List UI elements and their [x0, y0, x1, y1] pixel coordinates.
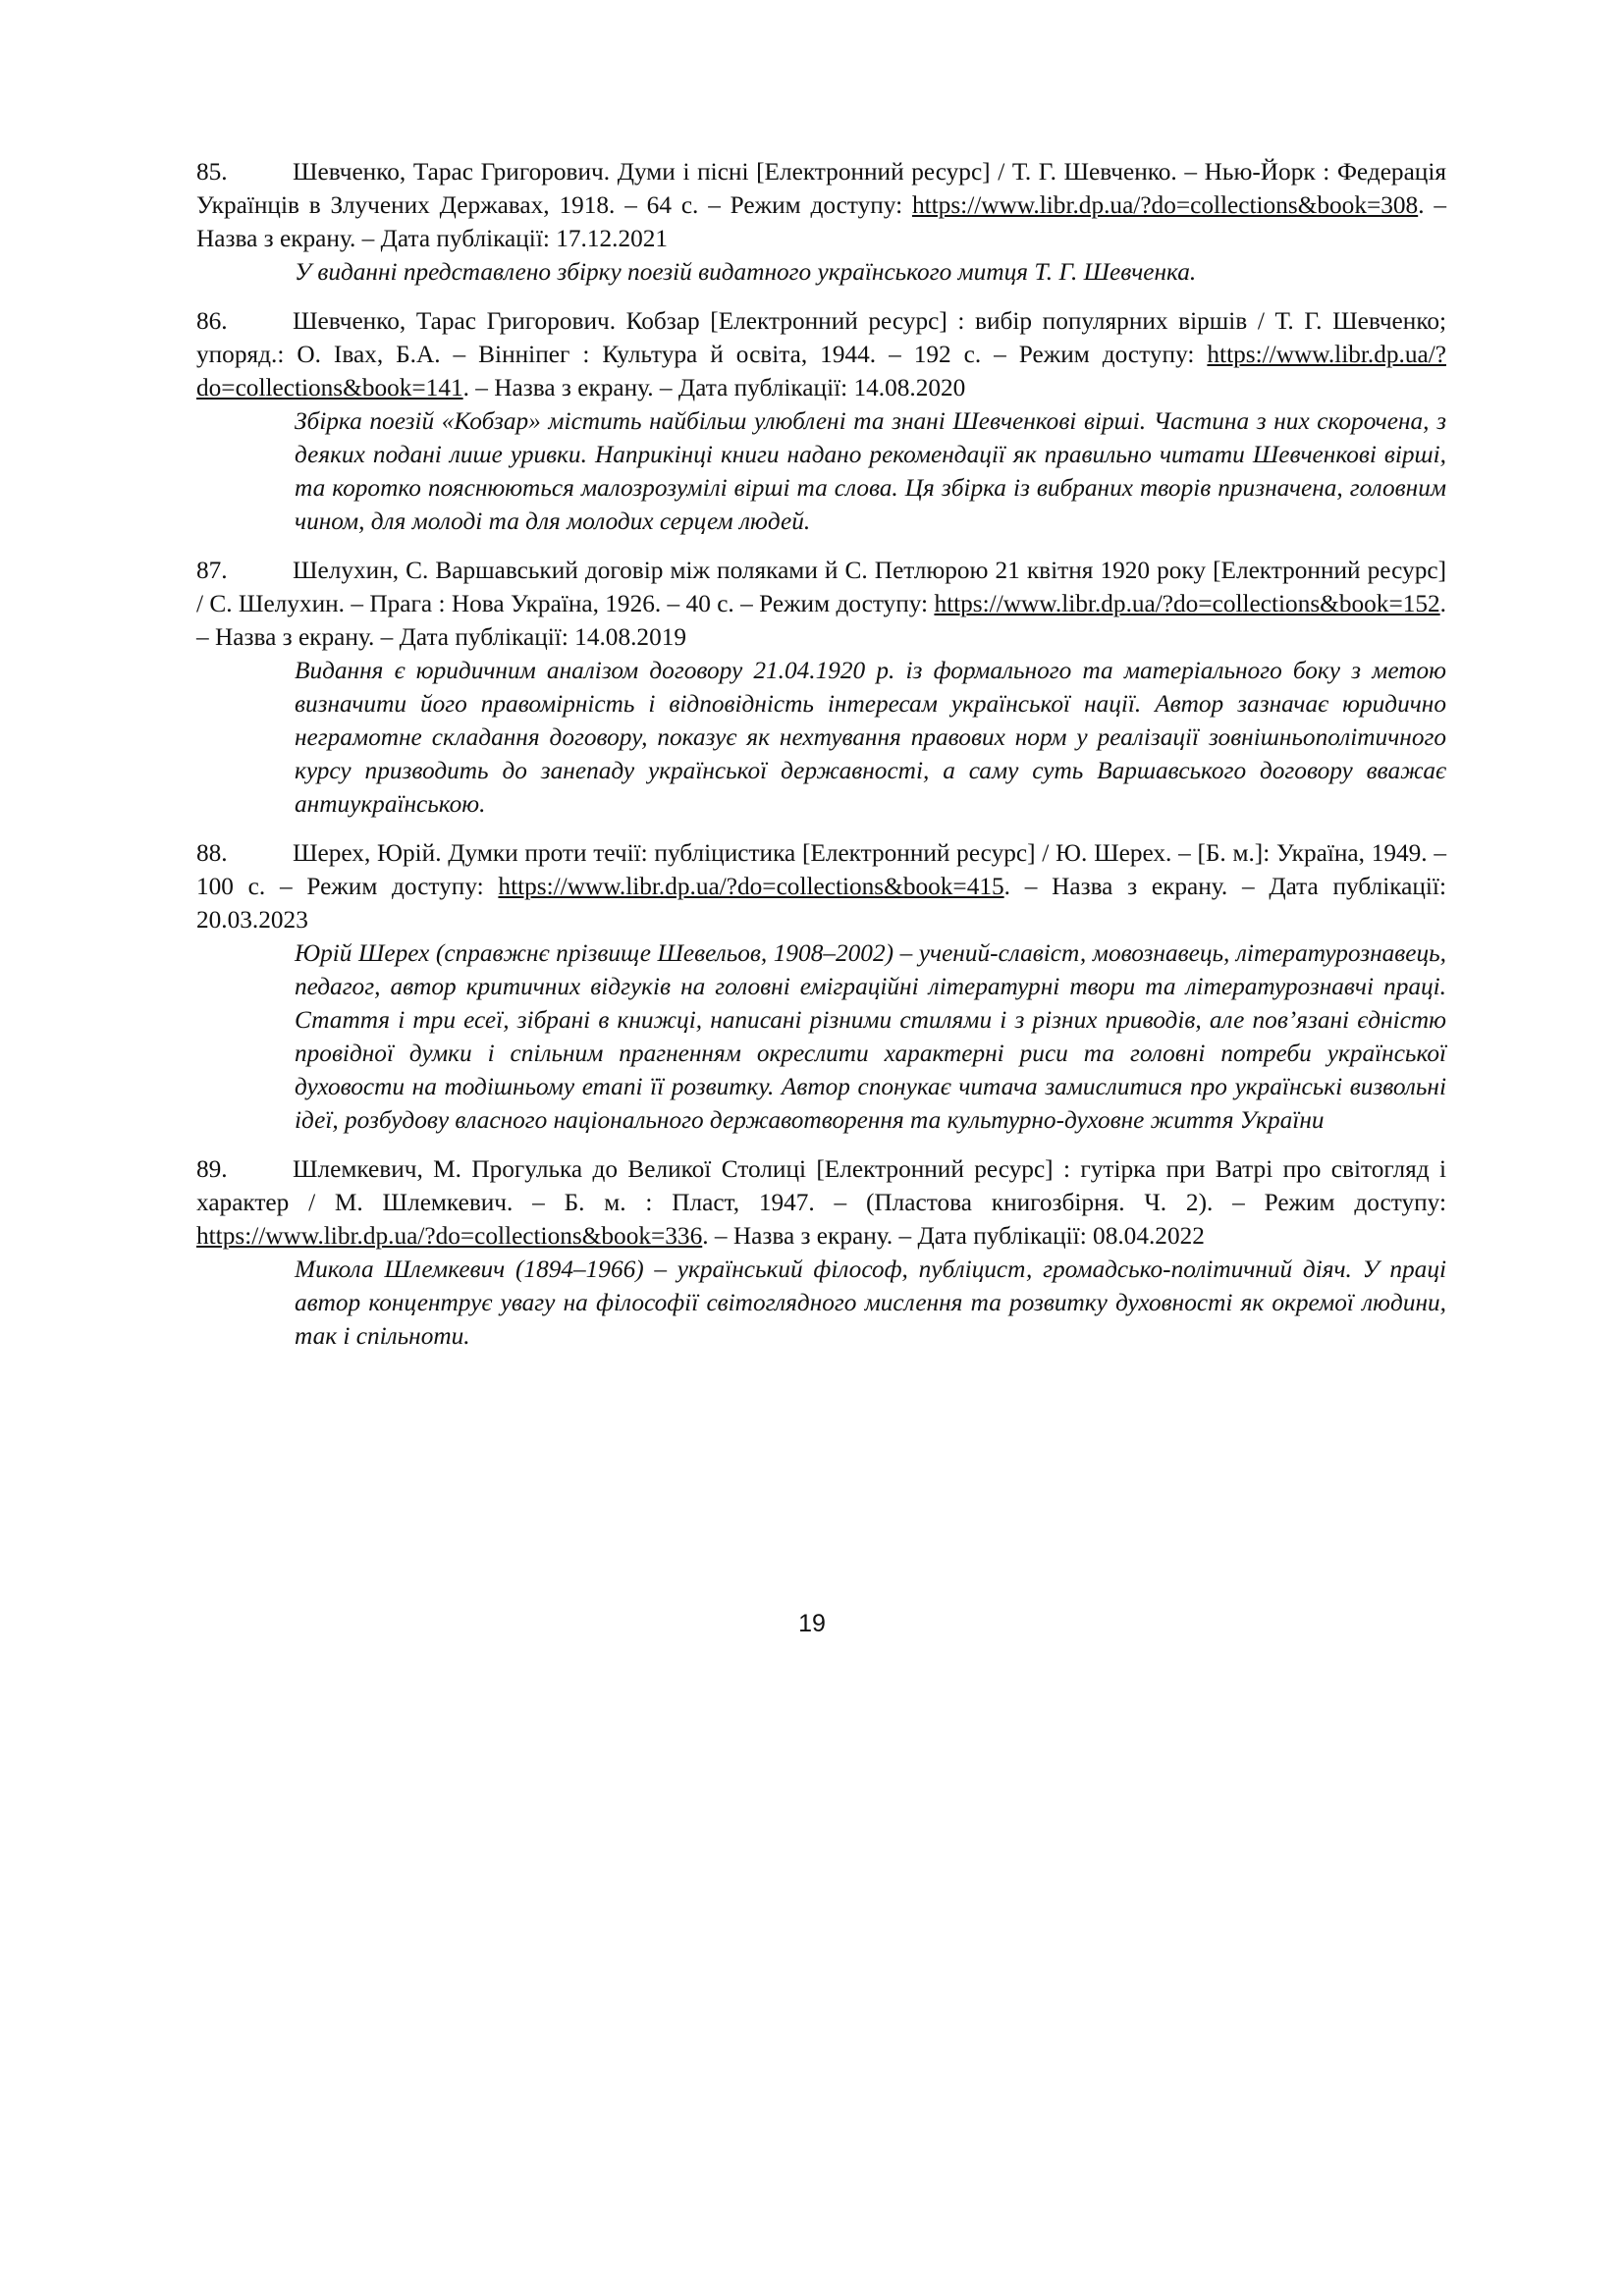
bibliography-entry-86 [196, 304, 1446, 538]
entry-annotation: Микола Шлемкевич (1894–1966) – український філософ, публіцист, громадсько-політичний діяч. У праці автор концентрує увагу на філософії світоглядного мислення та розвитку духовності як окремої людини, так і спільноти. [295, 1255, 1446, 1350]
citation-link[interactable]: https://www.libr.dp.ua/?do=collections&book=152 [934, 590, 1440, 617]
entry-number: 87. [196, 557, 228, 584]
citation-tail: . – Назва з екрану. – Дата публікації: 14.08.2020 [462, 374, 966, 401]
citation-link[interactable]: https://www.libr.dp.ua/?do=collections&book=415 [498, 873, 1004, 900]
citation-link[interactable]: https://www.libr.dp.ua/?do=collections&book=336 [196, 1222, 703, 1250]
entry-citation [196, 155, 1446, 255]
citation-tail: . – Назва з екрану. – Дата публікації: 17.12.2021 [196, 191, 1446, 252]
entry-number: 86. [196, 307, 228, 335]
entry-citation [196, 554, 1446, 654]
entry-citation [196, 304, 1446, 404]
bibliography-entry-88 [196, 836, 1446, 1137]
entry-annotation: Збірка поезій «Кобзар» містить найбільш улюблені та знані Шевченкові вірші. Частина з них скорочена, з деяких подані лише уривки. Наприкінці книги надано рекомендації як правильно читати Шевченкові вірші, та коротко пояснюються малозрозумілі вірші та слова. Ця збірка із вибраних творів призначена, головним чином, для молоді та для молодих серцем людей. [295, 407, 1446, 535]
bibliography-entry-87 [196, 554, 1446, 821]
entry-annotation: У виданні представлено збірку поезій видатного українського митця Т. Г. Шевченка. [295, 258, 1197, 286]
citation-text: Шелухин, С. Варшавський договір між поляками й С. Петлюрою 21 квітня 1920 року [Електронний ресурс] / С. Шелухин. – Прага : Нова Україна, 1926. – 40 с. – Режим доступу: [196, 557, 1446, 617]
entry-number: 89. [196, 1155, 228, 1183]
citation-link[interactable]: https://www.libr.dp.ua/?do=collections&book=308 [911, 191, 1419, 219]
citation-text: Шевченко, Тарас Григорович. Думи і пісні [Електронний ресурс] / Т. Г. Шевченко. – Нью-Йорк : Федерація Українців в Злучених Державах, 1918. – 64 с. – Режим доступу: [196, 158, 1446, 219]
citation-text: Шерех, Юрій. Думки проти течії: публіцистика [Електронний ресурс] / Ю. Шерех. – [Б. м.]: Україна, 1949. – 100 с. – Режим доступу: [196, 839, 1446, 900]
citation-tail: . – Назва з екрану. – Дата публікації: 08.04.2022 [702, 1222, 1205, 1250]
entry-annotation: Юрій Шерех (справжнє прізвище Шевельов, 1908–2002) – учений-славіст, мовознавець, літературознавець, педагог, автор критичних відгуків на головні еміграційні літературні твори та літературознавчі праці. Стаття і три есеї, зібрані в книжці, написані різними стилями і з різних приводів, але пов’язані єдністю провідної думки і спільним прагненням окреслити характерні риси та головні потреби української духовости на тодішньому етапі її розвитку. Автор спонукає читача замислитися про українські визвольні ідеї, розбудову власного національного державотворення та культурно-духовне життя України [295, 939, 1446, 1134]
entry-annotation: Видання є юридичним аналізом договору 21.04.1920 р. із формального та матеріального боку з метою визначити його правомірність і відповідність інтересам української нації. Автор зазначає юридично неграмотне складання договору, показує як нехтування правових норм у реалізації зовнішньополітичного курсу призводить до занепаду української державності, а саму суть Варшавського договору вважає антиукраїнською. [295, 657, 1446, 818]
entry-citation [196, 836, 1446, 936]
citation-tail: . – Назва з екрану. – Дата публікації: 14.08.2019 [196, 590, 1446, 651]
entry-citation [196, 1152, 1446, 1253]
citation-text: Шлемкевич, М. Прогулька до Великої Столиці [Електронний ресурс] : гутірка при Ватрі про світогляд і характер / М. Шлемкевич. – Б. м. : Пласт, 1947. – (Пластова книгозбірня. Ч. 2). – Режим доступу: [196, 1155, 1446, 1216]
citation-text: Шевченко, Тарас Григорович. Кобзар [Електронний ресурс] : вибір популярних віршів / Т. Г. Шевченко; упоряд.: О. Івах, Б.А. – Вінніпег : Культура й освіта, 1944. – 192 с. – Режим доступу: [196, 307, 1446, 368]
citation-link[interactable]: https://www.libr.dp.ua/?do=collections&book=141 [196, 341, 1446, 401]
page-number: 19 [798, 1610, 826, 1637]
entry-number: 88. [196, 839, 228, 867]
entry-number: 85. [196, 158, 228, 186]
citation-tail: . – Назва з екрану. – Дата публікації: 20.03.2023 [196, 873, 1446, 934]
bibliography-entry-89 [196, 1152, 1446, 1353]
bibliography-entry-85 [196, 155, 1446, 289]
document-page [196, 155, 1446, 1368]
